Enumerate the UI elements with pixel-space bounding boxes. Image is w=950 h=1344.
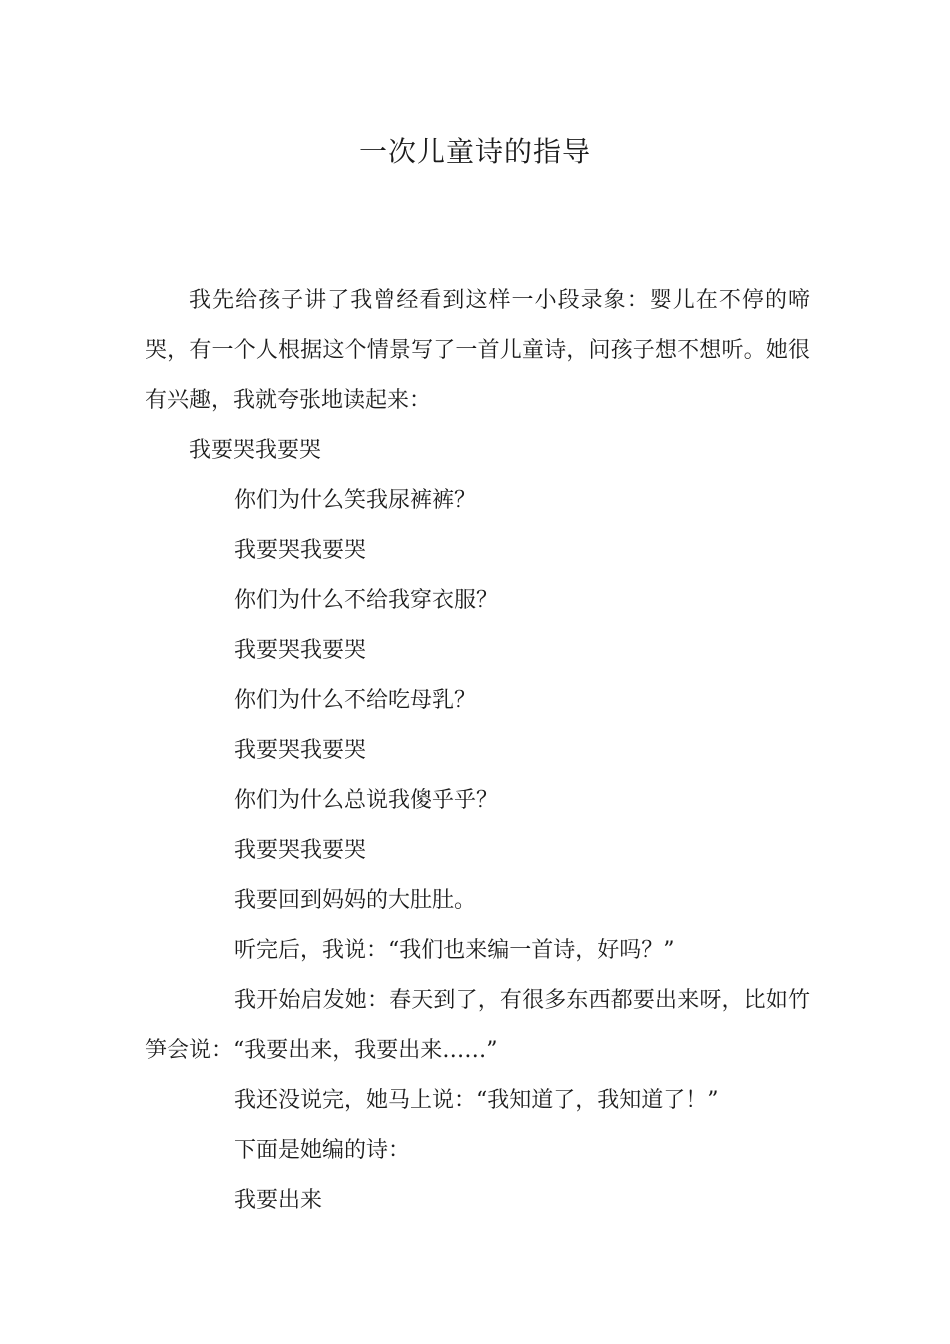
dialogue-paragraph: 我还没说完，她马上说：“我知道了，我知道了！” — [234, 1088, 719, 1113]
poem-line: 你们为什么总说我傻乎乎？ — [234, 788, 499, 813]
intro-paragraph: 我先给孩子讲了我曾经看到这样一小段录象：婴儿在不停的啼哭，有一个人根据这个情景写了一首儿童诗，问孩子想不想听。她很有兴趣，我就夸张地读起来： — [145, 288, 810, 413]
poem-line: 我要哭我要哭 — [234, 838, 367, 863]
child-poem-line: 我要出来 — [234, 1188, 323, 1213]
intro-child-poem: 下面是她编的诗： — [234, 1138, 411, 1163]
poem-line: 你们为什么不给吃母乳？ — [234, 688, 477, 713]
document-body — [145, 276, 810, 1226]
poem-line: 你们为什么不给我穿衣服？ — [234, 588, 499, 613]
document-title: 一次儿童诗的指导 — [358, 135, 591, 168]
prompt-paragraph: 我开始启发她：春天到了，有很多东西都要出来呀，比如竹笋会说：“我要出来，我要出来……” — [145, 988, 810, 1063]
dialogue-paragraph: 听完后，我说：“我们也来编一首诗，好吗？” — [234, 938, 675, 963]
poem-line: 我要回到妈妈的大肚肚。 — [234, 888, 477, 913]
poem-line: 我要哭我要哭 — [234, 538, 367, 563]
poem-line: 我要哭我要哭 — [234, 638, 367, 663]
poem-line: 你们为什么笑我尿裤裤？ — [234, 488, 477, 513]
poem-first-line: 我要哭我要哭 — [189, 438, 322, 463]
poem-line: 我要哭我要哭 — [234, 738, 367, 763]
